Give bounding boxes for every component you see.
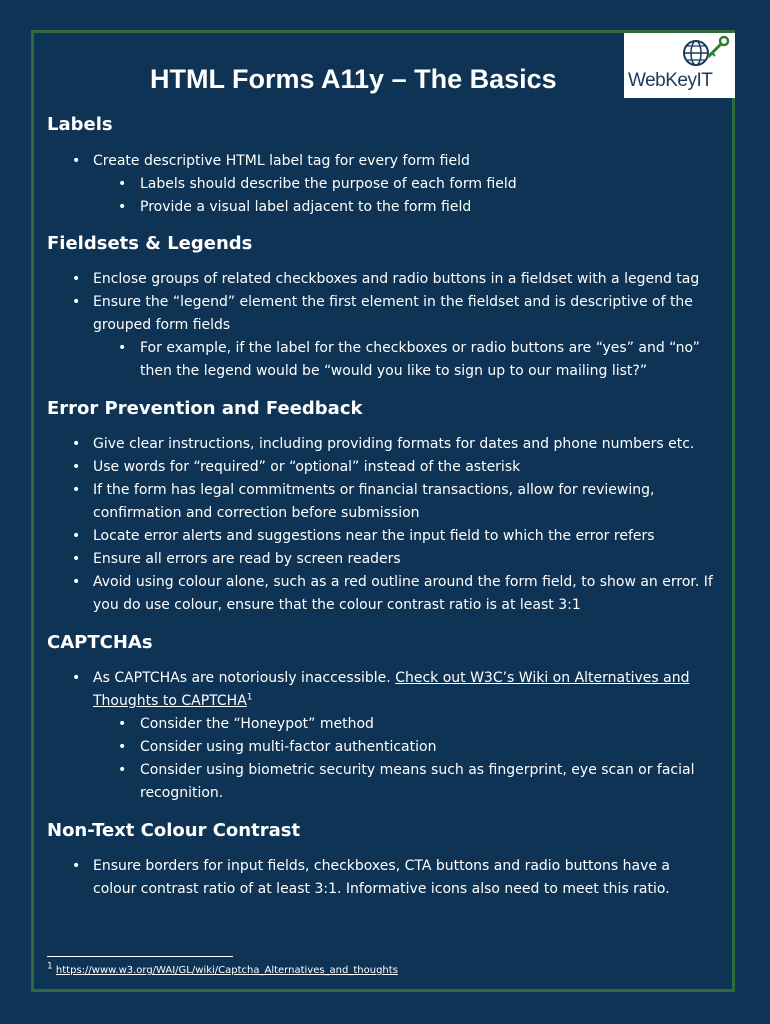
document-body — [47, 110, 727, 901]
list-item: • Ensure the “legend” element the first element in the fieldset and is descriptive of the grouped form fields — [47, 291, 727, 337]
section-heading: Non-Text Colour Contrast — [47, 820, 301, 841]
bullet: • — [72, 670, 81, 686]
bullet: • — [72, 574, 81, 590]
bullet: • — [72, 153, 81, 169]
list-item: • Consider using biometric security means such as fingerprint, eye scan or facial recognition. — [47, 759, 730, 805]
section-heading: Error Prevention and Feedback — [47, 398, 363, 419]
bullet: • — [72, 551, 81, 567]
section-fieldsets-legends — [47, 231, 727, 383]
bullet: • — [118, 199, 127, 215]
list-item: • Use words for “required” or “optional” instead of the asterisk — [47, 456, 727, 479]
footnote-link[interactable]: https://www.w3.org/WAI/GL/wiki/Captcha_Alternatives_and_thoughts — [55, 965, 398, 976]
bullet: • — [118, 340, 127, 356]
section-heading: Fieldsets & Legends — [47, 233, 253, 254]
list-item: • For example, if the label for the checkboxes or radio buttons are “yes” and “no” then the legend would be “would you like to sign up to our mailing list?” — [47, 337, 720, 383]
bullet: • — [118, 176, 127, 192]
section-non-text-contrast — [47, 818, 727, 901]
list-item: • Create descriptive HTML label tag for every form field — [47, 150, 727, 173]
section-captchas — [47, 630, 727, 805]
bullet: • — [118, 762, 127, 778]
list-item: • Avoid using colour alone, such as a red outline around the form field, to show an error. If you do use colour, ensure that the colour contrast ratio is at least 3:1 — [47, 571, 713, 617]
logo-text: WebKeyIT — [628, 70, 713, 91]
w3c-captcha-wiki-link[interactable]: Check out W3C’s Wiki on Alternatives and Thoughts to CAPTCHA — [93, 670, 690, 709]
bullet: • — [72, 294, 81, 310]
list-item: • Provide a visual label adjacent to the form field — [47, 196, 727, 219]
footnote-divider — [47, 956, 233, 957]
list-item: • Ensure all errors are read by screen readers — [47, 548, 727, 571]
page-title: HTML Forms A11y – The Basics — [150, 64, 557, 94]
bullet: • — [118, 739, 127, 755]
list-item: • Ensure borders for input fields, checkboxes, CTA buttons and radio buttons have a colour contrast ratio of at least 3:1. Informative icons also need to meet this ratio. — [47, 855, 708, 901]
list-item: • If the form has legal commitments or financial transactions, allow for reviewing, confirmation and correction before submission — [47, 479, 703, 525]
footnote — [47, 961, 398, 976]
section-error-prevention — [47, 396, 727, 617]
bullet: • — [72, 459, 81, 475]
section-labels — [47, 112, 727, 219]
bullet: • — [72, 436, 81, 452]
list-item: • Labels should describe the purpose of each form field — [47, 173, 727, 196]
list-item: • Consider the “Honeypot” method — [47, 713, 727, 736]
list-item: • Enclose groups of related checkboxes and radio buttons in a fieldset with a legend tag — [47, 268, 703, 291]
list-item: • Consider using multi-factor authentication — [47, 736, 727, 759]
bullet: • — [72, 858, 81, 874]
bullet: • — [72, 271, 81, 287]
list-item: • Locate error alerts and suggestions near the input field to which the error refers — [47, 525, 727, 548]
list-item: • As CAPTCHAs are notoriously inaccessible. Check out W3C’s Wiki on Alternatives and Thoughts to CAPTCHA$^1$ — [47, 667, 727, 713]
bullet: • — [118, 716, 127, 732]
bullet: • — [72, 528, 81, 544]
section-heading: Labels — [47, 114, 113, 135]
footnote-number: 1 — [47, 961, 53, 972]
footnote-ref: 1 — [246, 692, 253, 703]
bullet: • — [72, 482, 81, 498]
list-item: • Give clear instructions, including providing formats for dates and phone numbers etc. — [47, 433, 727, 456]
webkeyit-logo — [624, 33, 735, 98]
section-heading: CAPTCHAs — [47, 632, 153, 653]
